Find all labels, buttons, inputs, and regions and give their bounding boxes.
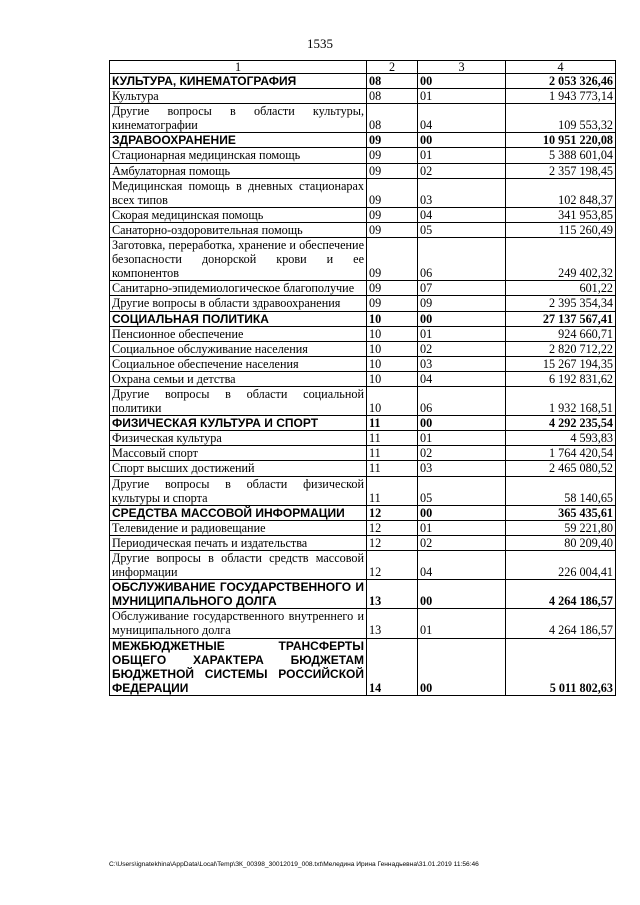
table-row	[110, 386, 616, 415]
row-subsection-code: 04	[418, 371, 506, 386]
row-section-code: 14	[367, 638, 418, 695]
row-amount: 601,22	[506, 281, 616, 296]
row-amount: 115 260,49	[506, 222, 616, 237]
row-name: Массовый спорт	[110, 446, 367, 461]
table-row	[110, 476, 616, 505]
row-name: КУЛЬТУРА, КИНЕМАТОГРАФИЯ	[110, 74, 367, 89]
row-amount: 10 951 220,08	[506, 133, 616, 148]
table-row	[110, 520, 616, 535]
row-amount: 27 137 567,41	[506, 311, 616, 326]
row-amount: 5 388 601,04	[506, 148, 616, 163]
row-section-code: 09	[367, 222, 418, 237]
row-section-code: 09	[367, 163, 418, 178]
row-amount: 4 292 235,54	[506, 416, 616, 431]
row-name: Физическая культура	[110, 431, 367, 446]
table-row	[110, 207, 616, 222]
table-row	[110, 163, 616, 178]
row-amount: 924 660,71	[506, 326, 616, 341]
row-section-code: 12	[367, 535, 418, 550]
section-total-row	[110, 580, 616, 609]
table-row	[110, 551, 616, 580]
row-section-code: 10	[367, 341, 418, 356]
table-row	[110, 461, 616, 476]
row-section-code: 09	[367, 207, 418, 222]
row-section-code: 08	[367, 74, 418, 89]
row-subsection-code: 00	[418, 74, 506, 89]
table-row	[110, 446, 616, 461]
table-row	[110, 89, 616, 104]
row-name: Социальное обслуживание населения	[110, 341, 367, 356]
header-col-4: 4	[506, 61, 616, 74]
row-subsection-code: 00	[418, 638, 506, 695]
table-row	[110, 148, 616, 163]
row-amount: 226 004,41	[506, 551, 616, 580]
budget-table-body	[110, 61, 616, 696]
row-subsection-code: 07	[418, 281, 506, 296]
row-name: Спорт высших достижений	[110, 461, 367, 476]
table-row	[110, 296, 616, 311]
row-subsection-code: 05	[418, 222, 506, 237]
header-col-3: 3	[418, 61, 506, 74]
table-row	[110, 281, 616, 296]
row-subsection-code: 06	[418, 386, 506, 415]
row-name: Охрана семьи и детства	[110, 371, 367, 386]
row-subsection-code: 02	[418, 535, 506, 550]
row-section-code: 10	[367, 356, 418, 371]
row-amount: 1 764 420,54	[506, 446, 616, 461]
row-subsection-code: 02	[418, 341, 506, 356]
row-amount: 80 209,40	[506, 535, 616, 550]
row-name: Скорая медицинская помощь	[110, 207, 367, 222]
table-row	[110, 104, 616, 133]
row-subsection-code: 01	[418, 148, 506, 163]
row-name: Периодическая печать и издательства	[110, 535, 367, 550]
row-name: ФИЗИЧЕСКАЯ КУЛЬТУРА И СПОРТ	[110, 416, 367, 431]
row-subsection-code: 00	[418, 580, 506, 609]
row-amount: 4 593,83	[506, 431, 616, 446]
row-section-code: 13	[367, 580, 418, 609]
row-section-code: 10	[367, 386, 418, 415]
row-amount: 4 264 186,57	[506, 609, 616, 638]
table-row	[110, 535, 616, 550]
row-subsection-code: 04	[418, 551, 506, 580]
row-section-code: 11	[367, 446, 418, 461]
row-subsection-code: 04	[418, 104, 506, 133]
section-total-row	[110, 638, 616, 695]
table-header-row	[110, 61, 616, 74]
row-section-code: 09	[367, 178, 418, 207]
row-subsection-code: 02	[418, 163, 506, 178]
row-amount: 5 011 802,63	[506, 638, 616, 695]
row-amount: 6 192 831,62	[506, 371, 616, 386]
row-section-code: 09	[367, 133, 418, 148]
header-col-2: 2	[367, 61, 418, 74]
table-row	[110, 238, 616, 281]
row-section-code: 10	[367, 371, 418, 386]
row-name: МЕЖБЮДЖЕТНЫЕ ТРАНСФЕРТЫ ОБЩЕГО ХАРАКТЕРА БЮДЖЕТАМ БЮДЖЕТНОЙ СИСТЕМЫ РОССИЙСКОЙ ФЕДЕРАЦИИ	[110, 638, 367, 695]
table-row	[110, 326, 616, 341]
row-subsection-code: 01	[418, 326, 506, 341]
row-amount: 102 848,37	[506, 178, 616, 207]
row-subsection-code: 09	[418, 296, 506, 311]
row-amount: 58 140,65	[506, 476, 616, 505]
row-subsection-code: 00	[418, 311, 506, 326]
row-name: Санаторно-оздоровительная помощь	[110, 222, 367, 237]
row-amount: 59 221,80	[506, 520, 616, 535]
table-row	[110, 609, 616, 638]
row-name: Пенсионное обеспечение	[110, 326, 367, 341]
row-name: ЗДРАВООХРАНЕНИЕ	[110, 133, 367, 148]
row-name: Культура	[110, 89, 367, 104]
row-section-code: 10	[367, 311, 418, 326]
row-section-code: 11	[367, 431, 418, 446]
table-row	[110, 431, 616, 446]
file-path-footer: C:\Users\ignatekhina\AppData\Local\Temp\ЗК_00398_30012019_008.txt\Меледина Ирина Геннадьевна\31.01.2019 11:56:46	[109, 861, 479, 868]
row-name: Обслуживание государственного внутреннего и муниципального долга	[110, 609, 367, 638]
row-section-code: 09	[367, 281, 418, 296]
row-subsection-code: 00	[418, 133, 506, 148]
row-name: Телевидение и радиовещание	[110, 520, 367, 535]
row-amount: 109 553,32	[506, 104, 616, 133]
row-subsection-code: 03	[418, 461, 506, 476]
row-name: Другие вопросы в области физической культуры и спорта	[110, 476, 367, 505]
row-amount: 1 943 773,14	[506, 89, 616, 104]
row-section-code: 08	[367, 89, 418, 104]
table-row	[110, 371, 616, 386]
row-subsection-code: 00	[418, 505, 506, 520]
row-subsection-code: 01	[418, 431, 506, 446]
section-total-row	[110, 311, 616, 326]
row-name: Другие вопросы в области здравоохранения	[110, 296, 367, 311]
row-section-code: 09	[367, 296, 418, 311]
section-total-row	[110, 505, 616, 520]
row-name: Санитарно-эпидемиологическое благополучие	[110, 281, 367, 296]
row-name: Заготовка, переработка, хранение и обеспечение безопасности донорской крови и ее компонентов	[110, 238, 367, 281]
row-section-code: 11	[367, 461, 418, 476]
section-total-row	[110, 416, 616, 431]
row-section-code: 11	[367, 476, 418, 505]
row-amount: 365 435,61	[506, 505, 616, 520]
row-subsection-code: 02	[418, 446, 506, 461]
row-section-code: 12	[367, 551, 418, 580]
row-name: Амбулаторная помощь	[110, 163, 367, 178]
table-row	[110, 222, 616, 237]
row-section-code: 09	[367, 148, 418, 163]
row-amount: 2 820 712,22	[506, 341, 616, 356]
row-section-code: 12	[367, 505, 418, 520]
table-row	[110, 356, 616, 371]
row-subsection-code: 03	[418, 356, 506, 371]
budget-table	[109, 60, 616, 696]
row-amount: 249 402,32	[506, 238, 616, 281]
row-amount: 2 465 080,52	[506, 461, 616, 476]
header-col-1: 1	[110, 61, 367, 74]
row-section-code: 10	[367, 326, 418, 341]
row-amount: 4 264 186,57	[506, 580, 616, 609]
row-name: Стационарная медицинская помощь	[110, 148, 367, 163]
row-section-code: 12	[367, 520, 418, 535]
row-amount: 2 053 326,46	[506, 74, 616, 89]
section-total-row	[110, 74, 616, 89]
table-row	[110, 178, 616, 207]
row-subsection-code: 00	[418, 416, 506, 431]
row-subsection-code: 01	[418, 609, 506, 638]
row-name: Медицинская помощь в дневных стационарах всех типов	[110, 178, 367, 207]
row-subsection-code: 04	[418, 207, 506, 222]
row-subsection-code: 01	[418, 89, 506, 104]
row-amount: 2 395 354,34	[506, 296, 616, 311]
row-subsection-code: 06	[418, 238, 506, 281]
row-subsection-code: 01	[418, 520, 506, 535]
page-number: 1535	[307, 36, 333, 51]
row-amount: 1 932 168,51	[506, 386, 616, 415]
row-name: СОЦИАЛЬНАЯ ПОЛИТИКА	[110, 311, 367, 326]
row-name: Другие вопросы в области культуры, кинематографии	[110, 104, 367, 133]
row-amount: 15 267 194,35	[506, 356, 616, 371]
row-name: Другие вопросы в области средств массовой информации	[110, 551, 367, 580]
row-section-code: 09	[367, 238, 418, 281]
row-name: ОБСЛУЖИВАНИЕ ГОСУДАРСТВЕННОГО И МУНИЦИПАЛЬНОГО ДОЛГА	[110, 580, 367, 609]
row-section-code: 11	[367, 416, 418, 431]
row-amount: 341 953,85	[506, 207, 616, 222]
row-section-code: 13	[367, 609, 418, 638]
table-row	[110, 341, 616, 356]
section-total-row	[110, 133, 616, 148]
row-name: СРЕДСТВА МАССОВОЙ ИНФОРМАЦИИ	[110, 505, 367, 520]
row-name: Социальное обеспечение населения	[110, 356, 367, 371]
row-amount: 2 357 198,45	[506, 163, 616, 178]
row-subsection-code: 03	[418, 178, 506, 207]
row-name: Другие вопросы в области социальной политики	[110, 386, 367, 415]
row-subsection-code: 05	[418, 476, 506, 505]
row-section-code: 08	[367, 104, 418, 133]
